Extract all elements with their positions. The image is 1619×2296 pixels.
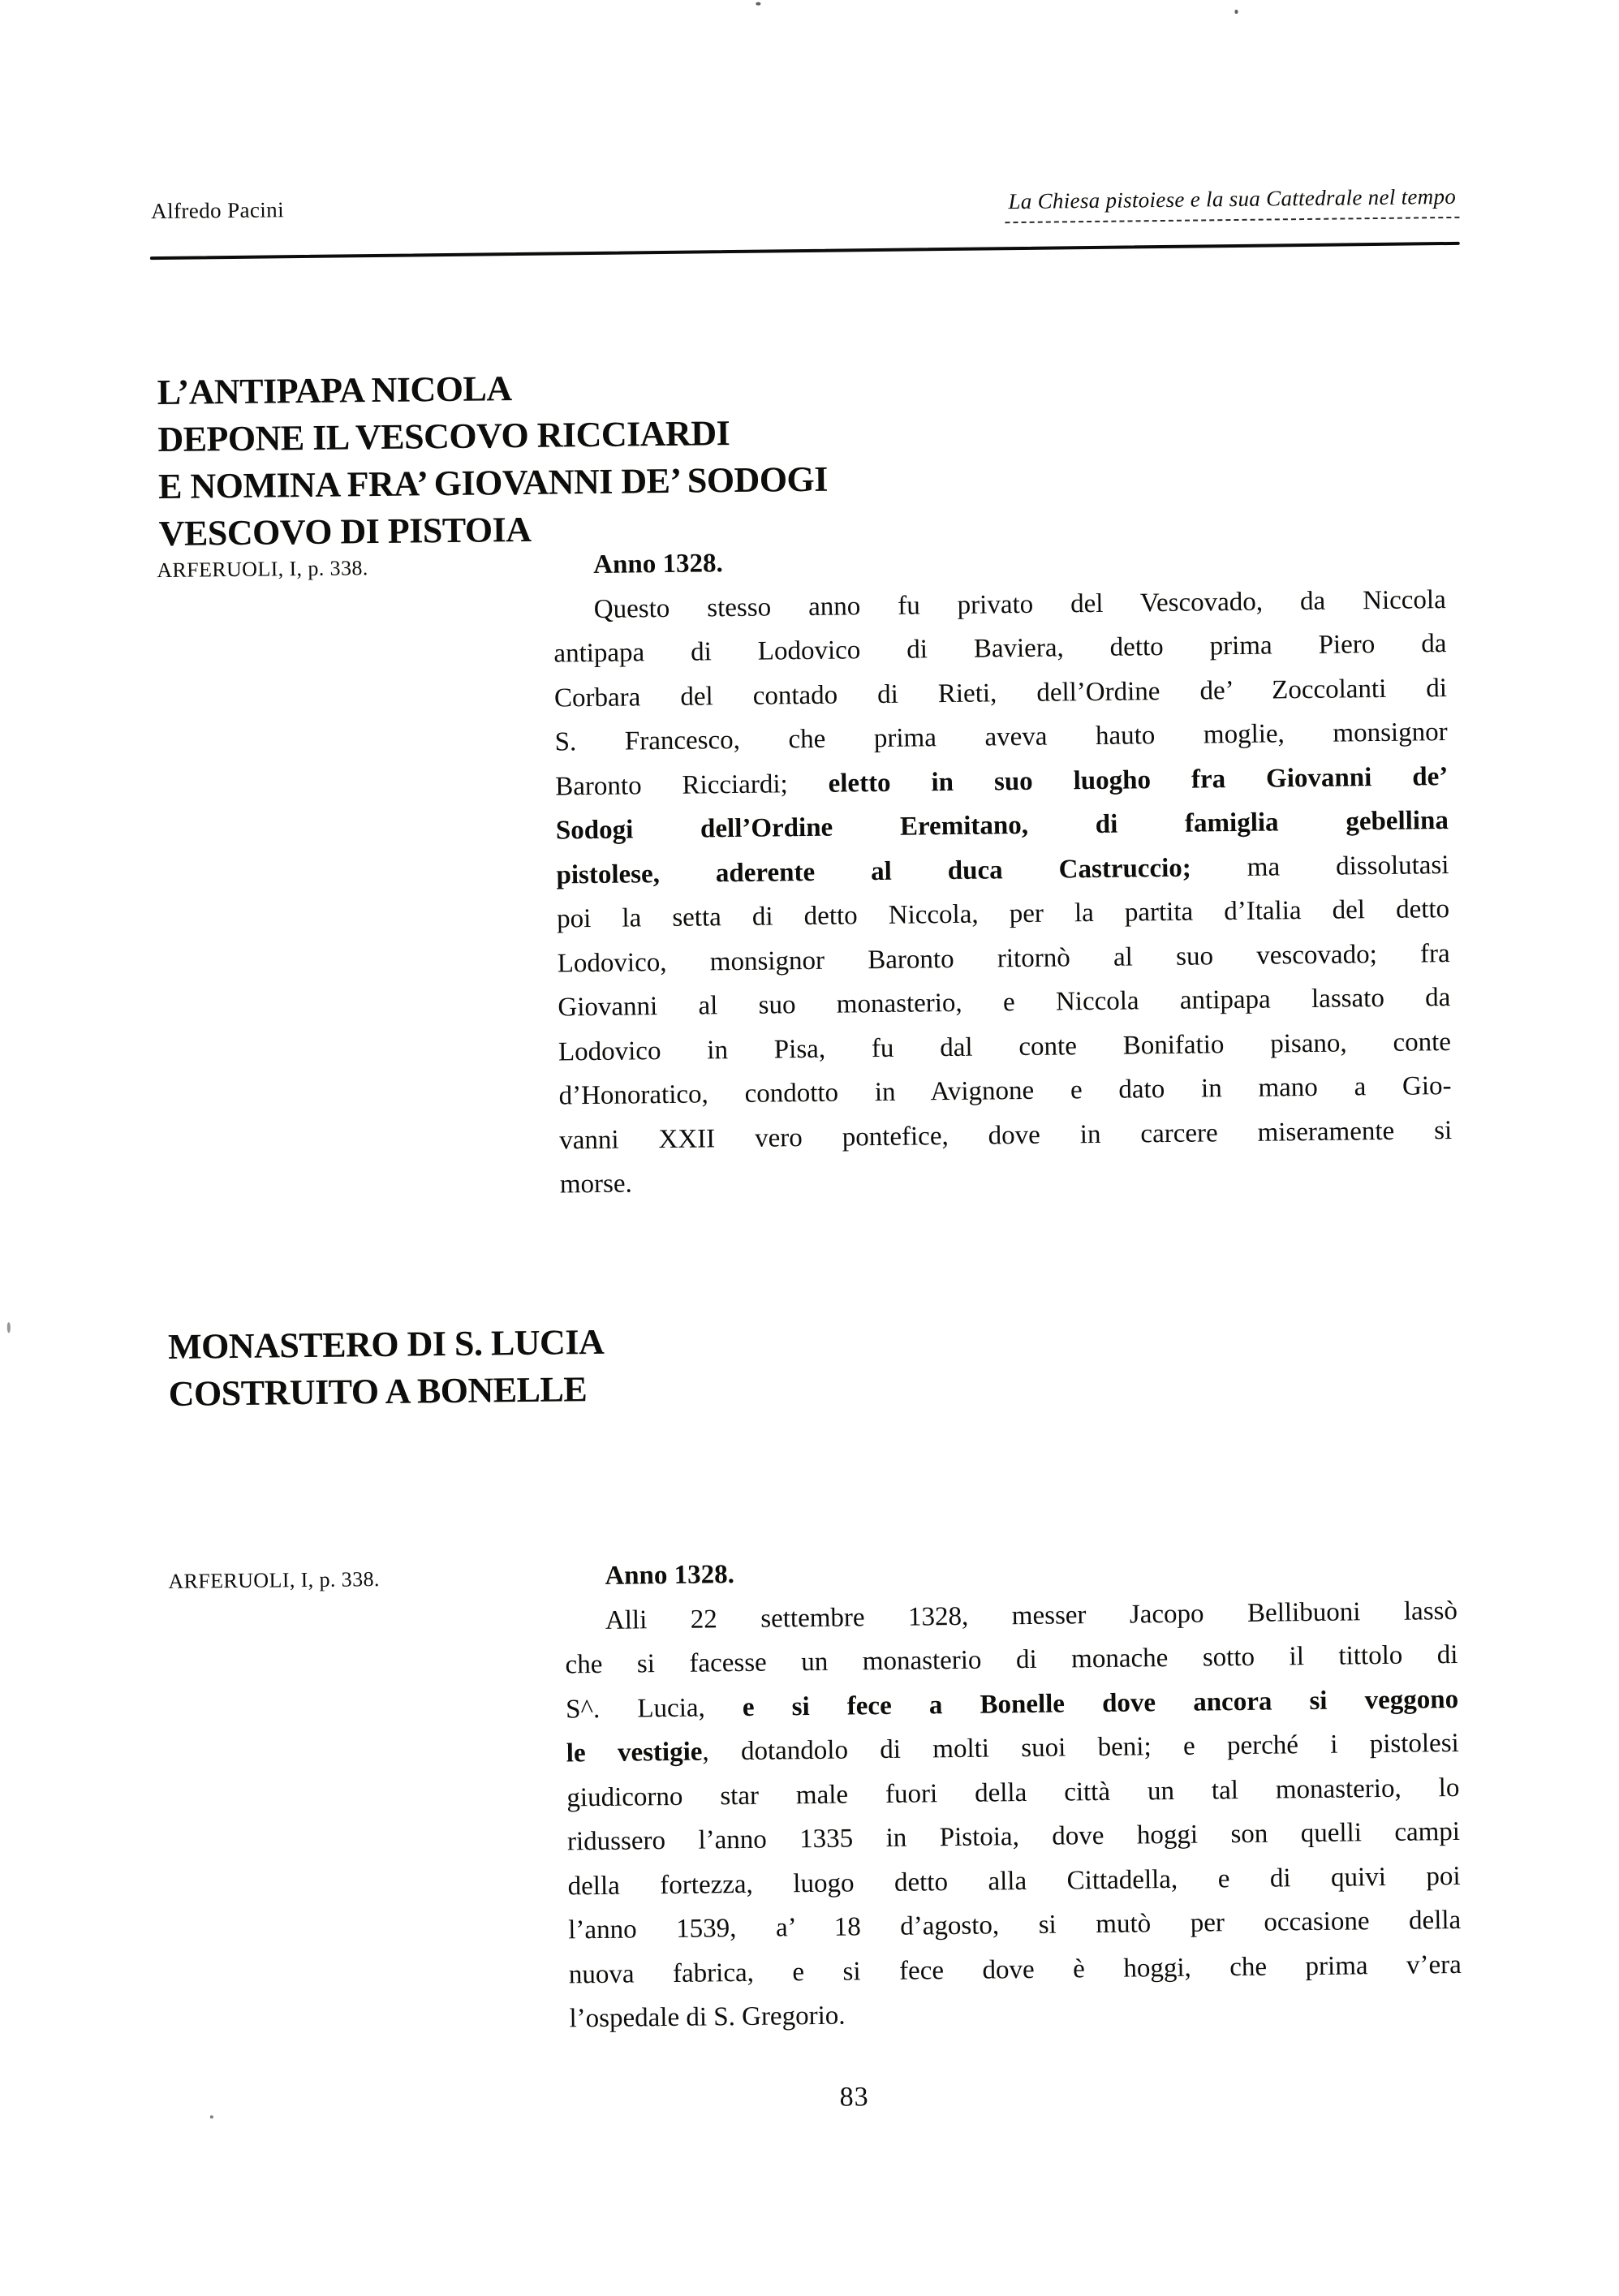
body-text-line — [554, 666, 1448, 721]
bold-text-segment: eletto in suo luogho fra Giovanni de’ — [828, 761, 1449, 799]
body-text-line — [566, 1721, 1459, 1776]
scan-speck — [1234, 10, 1238, 14]
text-segment: poi la setta di detto Niccola, per la partita d’Italia del detto — [556, 894, 1450, 934]
scan-speck — [210, 2115, 213, 2118]
section-heading-line: VESCOVO DI PISTOIA — [158, 509, 532, 554]
section-heading-line: E NOMINA FRA’ GIOVANNI DE’ SODOGI — [157, 459, 829, 507]
body-text-line — [558, 1020, 1452, 1075]
text-segment: Lodovico in Pisa, fu dal conte Bonifatio pisano, conte — [558, 1027, 1452, 1066]
text-segment: Lodovico, monsignor Baronto ritornò al suo vescovado; fra — [557, 938, 1450, 979]
scan-speck — [756, 2, 760, 6]
bold-text-segment: Sodogi dell’Ordine Eremitano, di famiglia gebellina — [555, 806, 1449, 846]
body-text-line — [554, 710, 1448, 765]
body-text-line — [560, 1152, 1453, 1207]
text-segment: l’ospedale di S. Gregorio. — [569, 2001, 846, 2034]
body-text-line — [557, 932, 1450, 986]
running-header — [151, 184, 1459, 233]
text-segment: giudicorno star male fuori della città un tal monasterio, lo — [566, 1773, 1460, 1812]
text-segment: Corbara del contado di Rieti, dell’Ordine de’ Zoccolanti di — [553, 673, 1448, 713]
body-text-line — [557, 887, 1450, 941]
text-segment: Questo stesso anno fu privato del Vescovado, da Niccola — [593, 584, 1446, 624]
body-text-line — [566, 1677, 1459, 1731]
running-header-book-title: La Chiesa pistoiese e la sua Cattedrale nel tempo — [1005, 184, 1459, 223]
text-segment: Baronto Ricciardi; — [555, 769, 829, 802]
body-column — [564, 1544, 1462, 2041]
body-text-line — [556, 799, 1449, 853]
text-segment: ma dissolutasi — [1191, 850, 1449, 883]
body-text-line — [558, 976, 1451, 1030]
bold-text-segment: e si fece a Bonelle dove ancora si veggono — [742, 1684, 1459, 1722]
body-text-line — [566, 1765, 1460, 1820]
margin-note: ARFERUOLI, I, p. 338. — [157, 556, 368, 583]
section-heading-line: DEPONE IL VESCOVO RICCIARDI — [157, 413, 730, 460]
text-segment: Alli 22 settembre 1328, messer Jacopo Bellibuoni lassò — [605, 1596, 1458, 1635]
paragraph — [565, 1588, 1462, 2040]
year-label: Anno 1328. — [605, 1560, 735, 1591]
text-segment: morse. — [559, 1169, 632, 1200]
text-segment: S^. Lucia, — [565, 1692, 743, 1724]
text-segment: Giovanni al suo monasterio, e Niccola antipapa lassato da — [558, 983, 1451, 1023]
text-segment: S. Francesco, che prima aveva hauto moglie, monsignor — [554, 717, 1448, 757]
text-segment: che si facesse un monasterio di monache sotto il tittolo di — [565, 1639, 1458, 1680]
text-segment: , dotandolo di molti suoi beni; e perché i pistolesi — [702, 1728, 1459, 1767]
page-number: 83 — [839, 2082, 869, 2113]
section-heading — [157, 362, 828, 558]
text-segment: della fortezza, luogo detto alla Cittadella, e di quivi poi — [567, 1861, 1461, 1901]
bold-text-segment: le vestigie — [566, 1737, 703, 1768]
body-text-line — [559, 1109, 1453, 1163]
margin-note: ARFERUOLI, I, p. 338. — [168, 1567, 380, 1593]
body-text-line — [558, 1064, 1452, 1118]
text-segment: nuova fabrica, e si fece dove è hoggi, che prima v’era — [568, 1949, 1462, 1989]
scan-speck — [7, 1322, 11, 1333]
body-text-line — [569, 1942, 1462, 1997]
paragraph — [553, 578, 1453, 1207]
year-label: Anno 1328. — [592, 549, 723, 579]
body-text-line — [555, 755, 1449, 809]
section-heading-line: COSTRUITO A BONELLE — [168, 1369, 588, 1414]
body-column — [553, 533, 1453, 1207]
body-text-line — [567, 1810, 1461, 1864]
section-heading-line: L’ANTIPAPA NICOLA — [157, 368, 512, 413]
body-text-line — [565, 1633, 1458, 1687]
body-text-line — [553, 578, 1447, 632]
text-segment: vanni XXII vero pontefice, dove in carcere miseramente si — [559, 1115, 1453, 1155]
body-text-line — [569, 1987, 1462, 2041]
body-text-line — [553, 622, 1447, 676]
bold-text-segment: pistolese, aderente al duca Castruccio; — [556, 853, 1191, 890]
section-heading-line: MONASTERO DI S. LUCIA — [167, 1321, 605, 1367]
body-text-line — [556, 843, 1449, 898]
running-header-author: Alfredo Pacini — [151, 197, 285, 224]
header-rule — [150, 242, 1460, 260]
section-heading — [168, 1319, 605, 1418]
body-text-line — [567, 1854, 1461, 1908]
text-segment: antipapa di Lodovico di Baviera, detto prima Piero da — [553, 629, 1447, 669]
text-segment: d’Honoratico, condotto in Avignone e dato in mano a Gio- — [558, 1071, 1452, 1111]
text-segment: ridussero l’anno 1335 in Pistoia, dove hoggi son quelli campi — [566, 1816, 1461, 1857]
body-text-line — [565, 1588, 1458, 1643]
text-segment: l’anno 1539, a’ 18 d’agosto, si mutò per occasione della — [568, 1905, 1462, 1945]
body-text-line — [568, 1898, 1462, 1953]
